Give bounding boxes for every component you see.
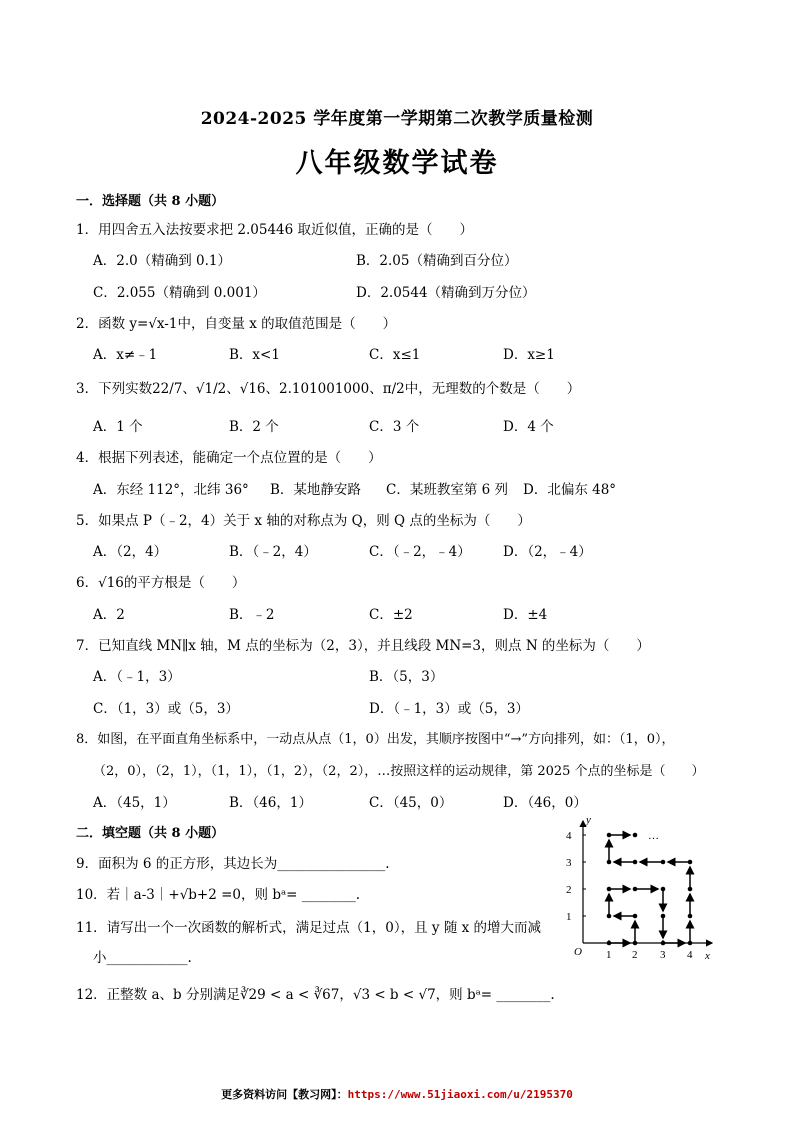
question-9: 9．面积为 6 的正方形，其边长为________________. (76, 856, 390, 872)
q6-option-d: D．±4 (503, 607, 548, 623)
x-axis-label: x (705, 950, 710, 962)
y-tick-label: 4 (566, 830, 572, 842)
q6-option-a: A．2 (93, 607, 125, 623)
q3-option-c: C．3 个 (369, 419, 420, 435)
question-11-continued: 小____________. (93, 950, 192, 966)
q3-option-b: B．2 个 (229, 419, 279, 435)
q1-option-c: C．2.055（精确到 0.001） (93, 285, 266, 301)
question-1: 1．用四舍五入法按要求把 2.05446 取近似值，正确的是（ ） (76, 222, 473, 238)
q1-option-a: A．2.0（精确到 0.1） (93, 253, 231, 269)
footer-prefix: 更多资料访问【教习网】： (221, 1088, 348, 1101)
q8-option-d: D．（46，0） (503, 795, 587, 811)
footer (0, 1086, 794, 1102)
q4-option-c: C．某班教室第 6 列 (386, 482, 509, 498)
q5-option-b: B．（﹣2，4） (229, 544, 317, 560)
y-tick-label: 2 (566, 884, 572, 896)
q2-option-b: B．x<1 (229, 347, 280, 363)
exam-title: 八年级数学试卷 (295, 148, 499, 179)
x-tick-label: 2 (632, 949, 638, 961)
question-5: 5．如果点 P（﹣2，4）关于 x 轴的对称点为 Q，则 Q 点的坐标为（ ） (76, 513, 531, 529)
q4-option-b: B．某地静安路 (270, 482, 361, 498)
question-7: 7．已知直线 MN∥x 轴，M 点的坐标为（2，3），并且线段 MN=3，则点 N 的坐标为（ ） (76, 638, 650, 654)
y-tick-label: 3 (566, 857, 572, 869)
q6-option-c: C．±2 (369, 607, 413, 623)
q5-option-c: C．（﹣2，﹣4） (369, 544, 471, 560)
q7-option-c: C．（1，3）或（5，3） (93, 701, 239, 717)
q8-option-b: B．（46，1） (229, 795, 312, 811)
q1-option-d: D．2.0544（精确到万分位） (356, 285, 536, 301)
x-tick-label: 3 (660, 949, 666, 961)
q7-option-b: B．（5，3） (369, 669, 444, 685)
x-tick-label: 4 (687, 949, 693, 961)
q2-option-d: D．x≥1 (503, 347, 555, 363)
q5-option-d: D．（2，﹣4） (503, 544, 592, 560)
q5-option-a: A．（2，4） (93, 544, 168, 560)
x-tick-label: 1 (606, 949, 612, 961)
q3-option-a: A．1 个 (93, 419, 143, 435)
q2-option-c: C．x≤1 (369, 347, 421, 363)
path-ellipsis: … (648, 830, 659, 842)
footer-link[interactable]: https://www.51jiaoxi.com/u/2195370 (347, 1088, 573, 1101)
section-fill-title: 二．填空题（共 8 小题） (76, 826, 225, 841)
exam-header: 2024-2025 学年度第一学期第二次教学质量检测 (200, 109, 594, 129)
q3-option-d: D．4 个 (503, 419, 554, 435)
q4-option-d: D．北偏东 48° (523, 482, 617, 498)
coordinate-path-figure (560, 813, 720, 965)
question-10: 10．若｜a-3｜+√b+2 =0，则 bᵃ= ________. (76, 887, 361, 903)
origin-label: O (574, 946, 582, 958)
q2-option-a: A．x≠﹣1 (93, 347, 158, 363)
q8-option-a: A．（45，1） (93, 795, 176, 811)
question-12: 12．正整数 a、b 分别满足∛29 < a < ∛67，√3 < b < √7，则 bᵃ= ________. (76, 987, 555, 1003)
question-8-continued: （2，0），（2，1），（1，1），（1，2），（2，2），…按照这样的运动规律，第 2025 个点的坐标是（ ） (93, 764, 705, 779)
question-8: 8．如图，在平面直角坐标系中，一动点从点（1，0）出发，其顺序按图中“→”方向排列，如：（1，0）， (76, 732, 675, 747)
q7-option-d: D．（﹣1，3）或（5，3） (369, 701, 529, 717)
q7-option-a: A．（﹣1，3） (93, 669, 181, 685)
q4-option-a: A．东经 112°，北纬 36° (93, 482, 249, 498)
q8-option-c: C．（45，0） (369, 795, 453, 811)
q1-option-b: B．2.05（精确到百分位） (356, 253, 518, 269)
question-3: 3．下列实数22/7、√1/2、√16、2.101001000、π/2中，无理数的个数是（ ） (76, 381, 581, 397)
y-tick-label: 1 (566, 911, 572, 923)
question-11: 11．请写出一个一次函数的解析式，满足过点（1，0），且 y 随 x 的增大而减 (76, 920, 542, 936)
q6-option-b: B．﹣2 (229, 607, 275, 623)
question-2: 2．函数 y=√x-1中，自变量 x 的取值范围是（ ） (76, 316, 397, 332)
question-4: 4．根据下列表述，能确定一个点位置的是（ ） (76, 450, 382, 466)
section-choice-title: 一．选择题（共 8 小题） (76, 194, 225, 209)
question-6: 6．√16的平方根是（ ） (76, 575, 246, 591)
y-axis-label: y (586, 814, 591, 826)
